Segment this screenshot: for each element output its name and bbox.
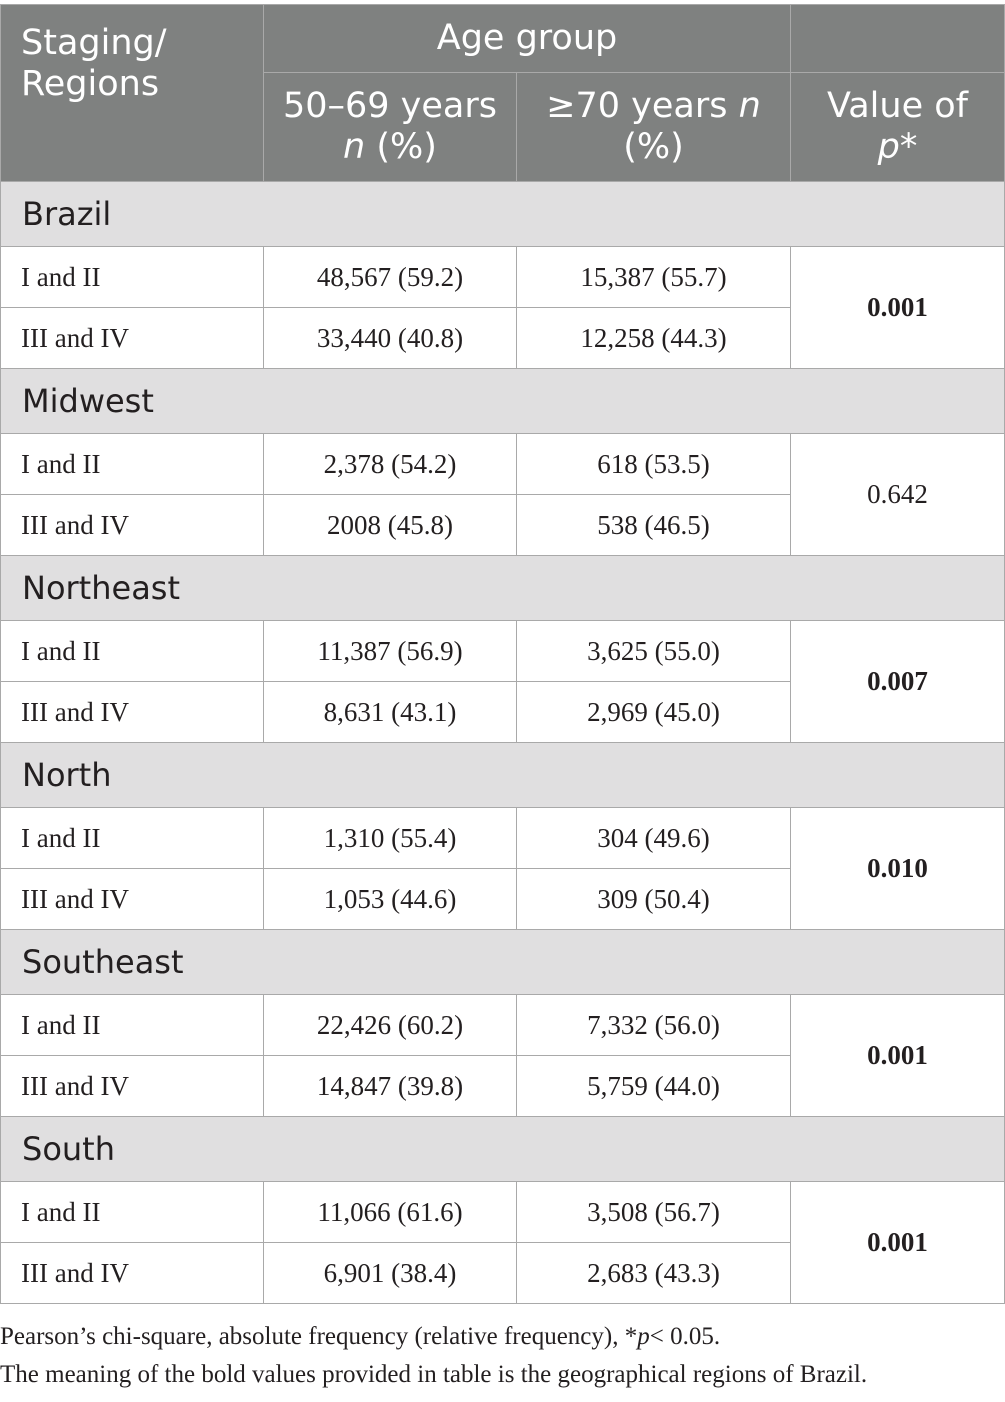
age-50-69-cell: 48,567 (59.2) xyxy=(264,247,517,308)
footnote-p-symbol: p xyxy=(637,1323,650,1350)
age-70-plus-pct-label: (%) xyxy=(623,127,684,167)
stage-cell: I and II xyxy=(1,247,264,308)
region-name: Brazil xyxy=(1,182,1005,247)
staging-regions-header xyxy=(1,5,264,182)
table-header xyxy=(1,5,1005,182)
age-70-plus-cell: 3,625 (55.0) xyxy=(517,621,791,682)
age-50-69-cell: 2008 (45.8) xyxy=(264,495,517,556)
region-row xyxy=(1,1117,1005,1182)
age-50-69-cell: 1,310 (55.4) xyxy=(264,808,517,869)
region-name: North xyxy=(1,743,1005,808)
header-blank-cell xyxy=(791,5,1005,73)
age-50-69-cell: 22,426 (60.2) xyxy=(264,995,517,1056)
age-70-plus-cell: 2,683 (43.3) xyxy=(517,1243,791,1304)
table-row xyxy=(1,995,1005,1056)
age-70-plus-label: ≥70 years xyxy=(546,86,739,126)
age-70-plus-cell: 3,508 (56.7) xyxy=(517,1182,791,1243)
region-name: South xyxy=(1,1117,1005,1182)
table-row xyxy=(1,1182,1005,1243)
stage-cell: I and II xyxy=(1,995,264,1056)
age-70-plus-cell: 5,759 (44.0) xyxy=(517,1056,791,1117)
footnote-threshold: < 0.05. xyxy=(649,1323,721,1350)
stage-cell: III and IV xyxy=(1,1243,264,1304)
staging-by-age-table xyxy=(0,4,1005,1304)
age-70-plus-cell: 618 (53.5) xyxy=(517,434,791,495)
age-50-69-cell: 11,066 (61.6) xyxy=(264,1182,517,1243)
p-value-cell: 0.642 xyxy=(791,434,1005,556)
age-70-plus-cell: 15,387 (55.7) xyxy=(517,247,791,308)
age-50-69-n-label: n xyxy=(343,127,366,167)
age-70-plus-cell: 2,969 (45.0) xyxy=(517,682,791,743)
stage-cell: I and II xyxy=(1,1182,264,1243)
region-name: Southeast xyxy=(1,930,1005,995)
age-group-label: Age group xyxy=(436,18,618,58)
stage-cell: III and IV xyxy=(1,495,264,556)
age-50-69-cell: 1,053 (44.6) xyxy=(264,869,517,930)
age-50-69-pct-label: (%) xyxy=(365,127,437,167)
p-value-cell: 0.010 xyxy=(791,808,1005,930)
p-value-header xyxy=(791,73,1005,182)
stage-cell: I and II xyxy=(1,808,264,869)
region-name: Northeast xyxy=(1,556,1005,621)
stage-cell: III and IV xyxy=(1,869,264,930)
stage-cell: III and IV xyxy=(1,308,264,369)
table-row xyxy=(1,434,1005,495)
p-value-cell: 0.007 xyxy=(791,621,1005,743)
staging-regions-label: Staging/ Regions xyxy=(21,23,167,104)
p-value-cell: 0.001 xyxy=(791,1182,1005,1304)
stage-cell: I and II xyxy=(1,434,264,495)
age-50-69-label: 50–69 years xyxy=(282,86,498,126)
table-row xyxy=(1,808,1005,869)
p-value-cell: 0.001 xyxy=(791,247,1005,369)
table-row xyxy=(1,621,1005,682)
age-50-69-cell: 2,378 (54.2) xyxy=(264,434,517,495)
age-50-69-cell: 8,631 (43.1) xyxy=(264,682,517,743)
region-row xyxy=(1,369,1005,434)
stage-cell: III and IV xyxy=(1,1056,264,1117)
age-70-plus-header xyxy=(517,73,791,182)
age-50-69-cell: 33,440 (40.8) xyxy=(264,308,517,369)
age-50-69-cell: 14,847 (39.8) xyxy=(264,1056,517,1117)
age-50-69-cell: 11,387 (56.9) xyxy=(264,621,517,682)
p-value-cell: 0.001 xyxy=(791,995,1005,1117)
footnote-test-text: Pearson’s chi-square, absolute frequency (relative frequency), * xyxy=(0,1323,638,1350)
footnote-bold-meaning-text: The meaning of the bold values provided in table is the geographical regions of Brazil. xyxy=(0,1361,868,1388)
stage-cell: I and II xyxy=(1,621,264,682)
age-70-plus-cell: 7,332 (56.0) xyxy=(517,995,791,1056)
region-row xyxy=(1,930,1005,995)
table-row xyxy=(1,247,1005,308)
age-70-plus-cell: 12,258 (44.3) xyxy=(517,308,791,369)
age-70-plus-cell: 304 (49.6) xyxy=(517,808,791,869)
region-row xyxy=(1,743,1005,808)
region-row xyxy=(1,182,1005,247)
p-value-label: Value of xyxy=(827,86,968,126)
footnote-test xyxy=(0,1323,720,1351)
region-name: Midwest xyxy=(1,369,1005,434)
age-group-header xyxy=(264,5,791,73)
age-50-69-cell: 6,901 (38.4) xyxy=(264,1243,517,1304)
footnote-bold-meaning xyxy=(0,1361,867,1389)
p-value-symbol: p* xyxy=(877,127,918,167)
age-50-69-header xyxy=(264,73,517,182)
age-70-plus-cell: 538 (46.5) xyxy=(517,495,791,556)
stage-cell: III and IV xyxy=(1,682,264,743)
age-70-plus-n-label: n xyxy=(738,86,761,126)
region-row xyxy=(1,556,1005,621)
table-body xyxy=(1,182,1005,1304)
age-70-plus-cell: 309 (50.4) xyxy=(517,869,791,930)
